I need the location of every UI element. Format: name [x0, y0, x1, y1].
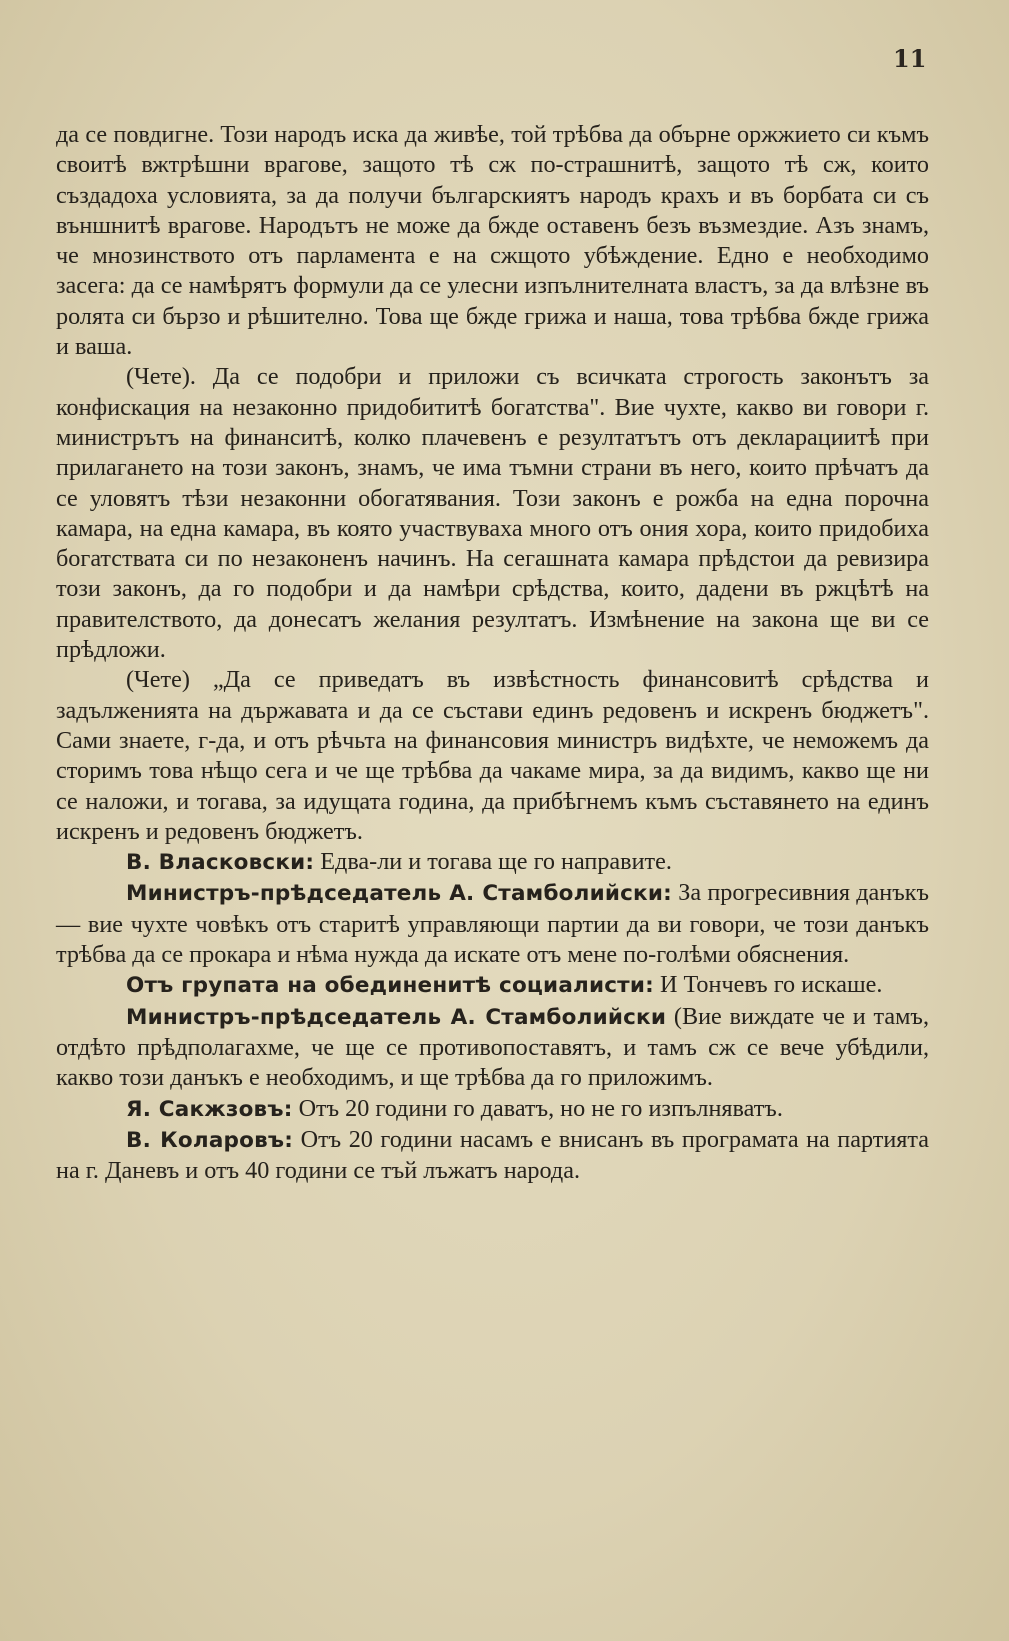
paragraph-text: (Чете). Да се подобри и приложи съ всичката строгость законътъ за конфискация на незаконно придобититѣ богатства". Вие чухте, какво ви говори г. министрътъ на финанситѣ, колко плачевенъ е резултатътъ отъ декларациитѣ при прилагането на този законъ, знамъ, че има тъмни страни въ него, които прѣчатъ да се уловятъ тѣзи незаконни обогатявания. Този законъ е рожба на една порочна камара, на една камара, въ която участвуваха много отъ ония хора, които придобиха богатствата си по незаконенъ начинъ. На сегашната камара прѣдстои да ревизира този законъ, да го подобри и да намѣри срѣдства, които, дадени въ ржцѣтѣ на правителството, да донесатъ желания резултатъ. Измѣнение на закона ще ви се прѣдложи.	[56, 363, 929, 664]
paragraph-2	[56, 362, 929, 665]
speaker-name: В. Власковски:	[126, 850, 315, 876]
paragraph-7	[56, 1002, 929, 1094]
paragraph-5	[56, 878, 929, 970]
page-number: 11	[893, 44, 927, 73]
paragraph-3	[56, 665, 929, 847]
speaker-name: Отъ групата на обединенитѣ социалисти:	[126, 973, 654, 999]
speaker-name: В. Коларовъ:	[126, 1127, 294, 1153]
paragraph-text: За прогресивния данъкъ — вие чухте човѣкъ отъ старитѣ управляющи партии да ви говори, че този данъкъ трѣбва да се прокара и нѣма нужда да искате отъ мене по-голѣми обяснения.	[56, 879, 930, 969]
paragraph-text: (Чете) „Да се приведатъ въ извѣстность финансовитѣ срѣдства и задълженията на държавата и да се състави единъ редовенъ и искренъ бюджетъ". Сами знаете, г-да, и отъ рѣчьта на финансовия министръ видѣхте, че неможемъ да сторимъ това нѣщо сега и че ще трѣбва да чакаме мира, за да видимъ, какво ще ни се наложи, и тогава, за идущата година, да прибѣгнемъ къмъ съставянето на единъ искренъ и редовенъ бюджетъ.	[56, 666, 929, 845]
paragraph-text: Отъ 20 години го даватъ, но не го изпълняватъ.	[298, 1094, 783, 1122]
paragraph-9	[56, 1125, 929, 1187]
paragraph-text: Едва-ли и тогава ще го направите.	[320, 848, 672, 876]
paragraph-8	[56, 1094, 929, 1125]
speaker-name: Министръ-прѣдседатель А. Стамболийски:	[126, 881, 672, 907]
paragraph-text: (Вие виждате че и тамъ, отдѣто прѣдполагахме, че ще се противопоставятъ, и тамъ сж се вече убѣдили, какво този данъкъ е необходимъ, и ще трѣбва да го приложимъ.	[56, 1002, 929, 1092]
speaker-name: Я. Сакжзовъ:	[126, 1096, 293, 1122]
paragraph-text: И Тончевъ го искаше.	[659, 971, 883, 999]
paragraph-text: Отъ 20 години насамъ е внисанъ въ програмата на партията на г. Даневъ и отъ 40 години се тъй лъжатъ народа.	[56, 1125, 930, 1185]
page-text	[56, 120, 929, 1186]
paragraph-4	[56, 847, 929, 878]
paragraph-1	[56, 120, 929, 362]
paragraph-6	[56, 970, 929, 1001]
paragraph-text: да се повдигне. Този народъ иска да живѣе, той трѣбва да обърне оржжието си къмъ своитѣ вжтрѣшни врагове, защото тѣ сж по-страшнитѣ, защото тѣ сж, които създадоха условията, за да получи българскиятъ народъ крахъ и въ борбата си съ външнитѣ врагове. Народътъ не може да бжде оставенъ безъ възмездие. Азъ знамъ, че мнозинството отъ парламента е на сжщото убѣждение. Едно е необходимо засега: да се намѣрятъ формули да се улесни изпълнителната властъ, за да влѣзне въ ролята си бързо и рѣшително. Това ще бжде грижа и наша, това трѣбва бжде грижа и ваша.	[56, 121, 929, 361]
speaker-name: Министръ-прѣдседатель А. Стамболийски	[126, 1004, 667, 1030]
